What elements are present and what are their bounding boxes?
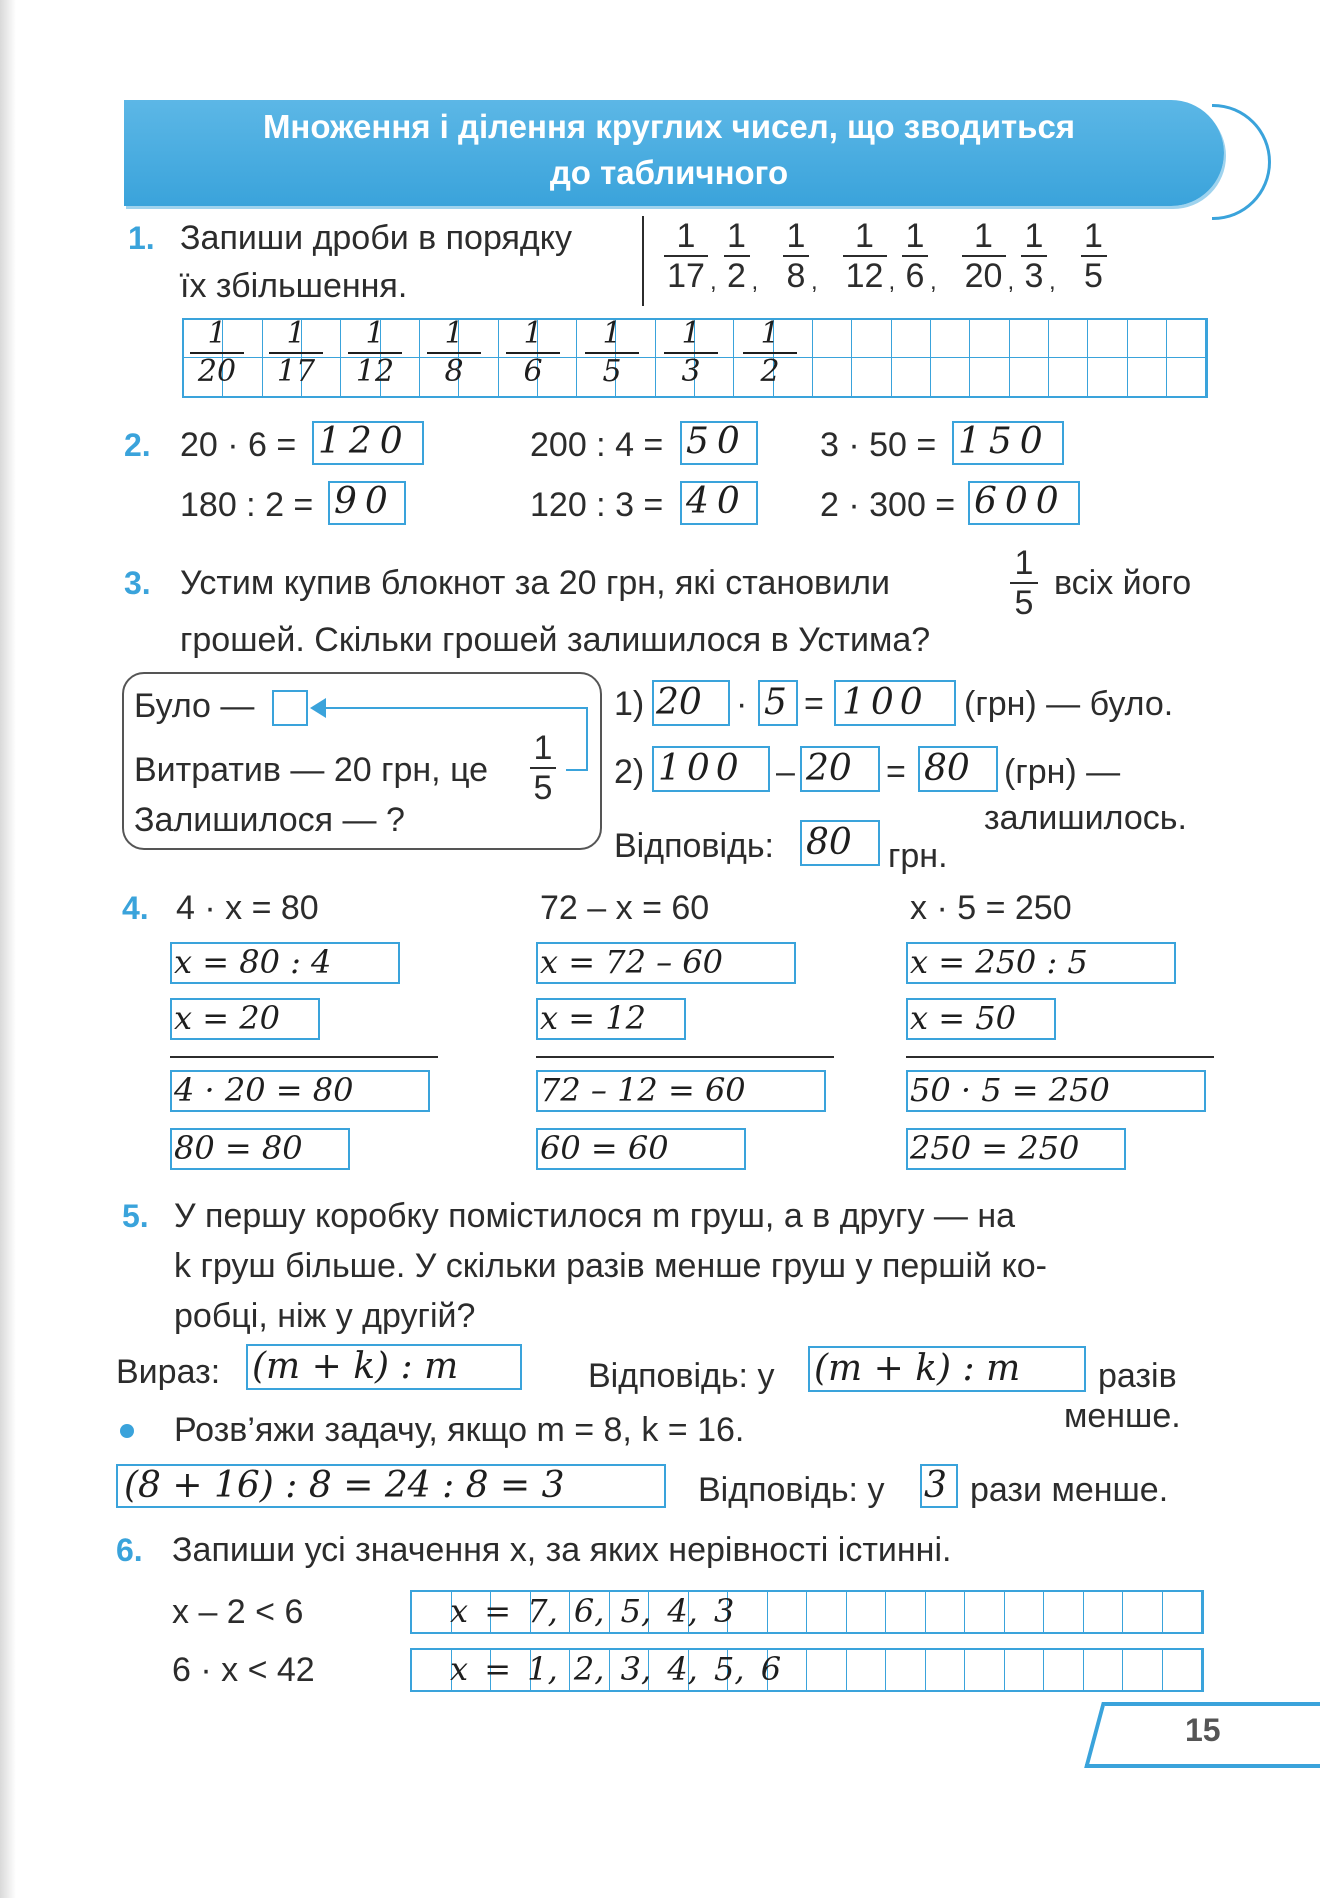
task3-step2-op: – bbox=[776, 753, 795, 791]
task3-step1-tail: (грн) — було. bbox=[964, 685, 1174, 723]
task1-text-line1: Запиши дроби в порядку bbox=[180, 219, 572, 257]
task2-answer-0-0: 120 bbox=[318, 421, 411, 462]
task4-step2-2: x = 50 bbox=[910, 999, 1016, 1037]
task1-comma: , bbox=[751, 268, 759, 295]
task3-scheme-line1: Було — bbox=[134, 687, 255, 725]
task5-number: 5. bbox=[122, 1198, 149, 1234]
grid-cell[interactable] bbox=[926, 1650, 966, 1690]
grid-cell[interactable] bbox=[1044, 1592, 1084, 1632]
task1-fraction-5-denominator: 20 bbox=[964, 257, 1003, 295]
task3-text-line1-end: всіх його bbox=[1054, 564, 1192, 602]
grid-cell[interactable] bbox=[926, 1592, 966, 1632]
task1-text-line2: їх збільшення. bbox=[180, 267, 408, 305]
task3-step1-eq: = bbox=[804, 685, 824, 723]
task6-answer-1: x = 1, 2, 3, 4, 5, 6 bbox=[450, 1650, 782, 1688]
task3-fraction-denominator: 5 bbox=[1014, 584, 1034, 622]
task1-comma: , bbox=[1049, 268, 1056, 295]
task1-fraction-3-numerator: 1 bbox=[855, 217, 874, 255]
task1-answer-fraction-6 bbox=[664, 318, 718, 388]
task2-answer-1-0: 90 bbox=[334, 481, 396, 522]
task3-scheme-box[interactable] bbox=[272, 690, 308, 726]
task3-answer-label: Відповідь: bbox=[614, 827, 775, 865]
task4-check1-1: 72 – 12 = 60 bbox=[540, 1071, 746, 1109]
task1-divider bbox=[642, 216, 644, 306]
task3-answer-unit: грн. bbox=[888, 837, 948, 875]
task5-text-line3: робці, ніж у другій? bbox=[174, 1297, 476, 1335]
task1-comma: , bbox=[1007, 268, 1015, 295]
task3-fraction-numerator: 1 bbox=[1014, 544, 1034, 582]
task4-check1-2: 50 · 5 = 250 bbox=[910, 1071, 1110, 1109]
task2-expr-1-2: 2 · 300 = bbox=[820, 486, 956, 524]
task1-answer-fraction-4-denominator: 6 bbox=[523, 354, 543, 389]
task3-step2-eq: = bbox=[886, 753, 906, 791]
task1-answer-fraction-7-numerator: 1 bbox=[760, 316, 780, 351]
task5-sub-solution: (8 + 16) : 8 = 24 : 8 = 3 bbox=[124, 1465, 565, 1506]
task4-equation-0: 4 · x = 80 bbox=[176, 889, 319, 927]
task4-step1-1: x = 72 – 60 bbox=[540, 943, 723, 981]
task5-sub-answer-value: 3 bbox=[924, 1465, 947, 1506]
task3-scheme-arrow-foot bbox=[566, 769, 588, 771]
task1-fraction-2-numerator: 1 bbox=[786, 217, 806, 255]
grid-cell[interactable] bbox=[886, 1650, 926, 1690]
task3-step2-tail2: залишилось. bbox=[984, 799, 1187, 837]
task3-step2-a: 100 bbox=[658, 748, 745, 789]
task1-fraction-3 bbox=[843, 218, 887, 294]
task3-step2-b: 20 bbox=[806, 748, 852, 789]
task1-answer-fraction-2-denominator: 12 bbox=[355, 354, 395, 389]
task1-answer-fraction-2 bbox=[348, 318, 402, 388]
grid-cell[interactable] bbox=[1163, 1592, 1203, 1632]
grid-cell[interactable] bbox=[886, 1592, 926, 1632]
grid-cell[interactable] bbox=[970, 320, 1009, 396]
task3-answer-value: 80 bbox=[806, 822, 852, 863]
task1-answer-fraction-6-denominator: 3 bbox=[681, 354, 701, 389]
task3-text-line2: грошей. Скільки грошей залишилося в Устима? bbox=[180, 621, 931, 659]
task4-separator-1 bbox=[536, 1056, 834, 1058]
task3-step1-b: 5 bbox=[764, 682, 787, 723]
task1-comma: , bbox=[811, 268, 818, 295]
task1-answer-fraction-1-numerator: 1 bbox=[286, 316, 306, 351]
task3-step1-op: · bbox=[736, 685, 748, 723]
grid-cell[interactable] bbox=[1084, 1650, 1124, 1690]
task4-step1-0: x = 80 : 4 bbox=[174, 943, 332, 981]
grid-cell[interactable] bbox=[1123, 1650, 1163, 1690]
task5-sub-answer-tail: рази менше. bbox=[970, 1471, 1169, 1509]
task3-step1-label: 1) bbox=[614, 685, 645, 723]
task3-scheme-fraction bbox=[530, 730, 556, 806]
task6-answer-0: x = 7, 6, 5, 4, 3 bbox=[450, 1592, 735, 1630]
grid-cell[interactable] bbox=[412, 1650, 452, 1690]
grid-cell[interactable] bbox=[1005, 1650, 1045, 1690]
task4-step2-1: x = 12 bbox=[540, 999, 646, 1037]
page-title-line2: до табличного bbox=[549, 154, 789, 191]
task1-answer-fraction-0-denominator: 20 bbox=[197, 354, 237, 389]
task4-number: 4. bbox=[122, 890, 149, 926]
task6-text: Запиши усі значення x, за яких нерівності істинні. bbox=[172, 1531, 952, 1569]
task5-answer-tail1: разів bbox=[1098, 1357, 1177, 1395]
grid-cell[interactable] bbox=[965, 1592, 1005, 1632]
title-banner-curve bbox=[1212, 104, 1271, 220]
task4-check2-0: 80 = 80 bbox=[174, 1129, 303, 1167]
grid-cell[interactable] bbox=[847, 1592, 887, 1632]
task1-fraction-4 bbox=[902, 218, 928, 294]
task1-answer-fraction-1-denominator: 17 bbox=[276, 354, 316, 389]
task1-fraction-7 bbox=[1081, 218, 1107, 294]
grid-cell[interactable] bbox=[965, 1650, 1005, 1690]
task1-answer-fraction-3-denominator: 8 bbox=[444, 354, 464, 389]
task4-separator-2 bbox=[906, 1056, 1214, 1058]
task3-scheme-line2: Витратив — 20 грн, це bbox=[134, 751, 489, 789]
grid-cell[interactable] bbox=[1163, 1650, 1203, 1690]
task3-step2-tail: (грн) — bbox=[1004, 753, 1121, 791]
task5-text-line1: У першу коробку помістилося m груш, а в другу — на bbox=[174, 1197, 1016, 1235]
task1-answer-fraction-5-denominator: 5 bbox=[602, 354, 622, 389]
page-edge-shadow bbox=[0, 0, 16, 1898]
task1-fraction-5 bbox=[962, 218, 1006, 294]
task6-inequality-0: x – 2 < 6 bbox=[172, 1593, 304, 1631]
task3-text-line1: Устим купив блокнот за 20 грн, які становили bbox=[180, 564, 890, 602]
task1-fraction-1-denominator: 2 bbox=[727, 257, 746, 295]
task5-answer-label: Відповідь: у bbox=[588, 1357, 775, 1395]
task4-equation-2: x · 5 = 250 bbox=[910, 889, 1072, 927]
task1-comma: , bbox=[710, 268, 717, 295]
page-number-block bbox=[1085, 1700, 1320, 1774]
grid-cell[interactable] bbox=[1044, 1650, 1084, 1690]
task1-fraction-1-numerator: 1 bbox=[727, 217, 746, 255]
task3-scheme-arrow-vertical bbox=[586, 707, 588, 769]
task1-fraction-6-denominator: 3 bbox=[1024, 257, 1044, 295]
task2-answer-0-1: 50 bbox=[686, 421, 748, 462]
grid-cell[interactable] bbox=[1049, 320, 1088, 396]
arrow-left-icon bbox=[310, 698, 326, 718]
grid-cell[interactable] bbox=[1084, 1592, 1124, 1632]
task5-answer-value: (m + k) : m bbox=[814, 1348, 1021, 1389]
task5-text-line2: k груш більше. У скільки разів менше груш у першій ко- bbox=[174, 1247, 1047, 1285]
task5-sub-text: Розв’яжи задачу, якщо m = 8, k = 16. bbox=[174, 1411, 745, 1449]
task2-expr-0-2: 3 · 50 = bbox=[820, 426, 937, 464]
grid-cell[interactable] bbox=[412, 1592, 452, 1632]
task4-step2-0: x = 20 bbox=[174, 999, 280, 1037]
task1-number: 1. bbox=[128, 220, 155, 256]
task3-step2-result: 80 bbox=[924, 748, 970, 789]
task1-fraction-3-denominator: 12 bbox=[845, 257, 884, 295]
task3-step1-a: 20 bbox=[656, 682, 702, 723]
grid-cell[interactable] bbox=[1123, 1592, 1163, 1632]
task5-sub-answer-label: Відповідь: у bbox=[698, 1471, 885, 1509]
bullet-dot-icon bbox=[120, 1424, 134, 1438]
task1-answer-fraction-0-numerator: 1 bbox=[207, 316, 227, 351]
task1-fraction-5-numerator: 1 bbox=[974, 217, 993, 255]
task2-answer-0-2: 150 bbox=[958, 421, 1051, 462]
task1-fraction-4-numerator: 1 bbox=[905, 217, 925, 255]
task1-fraction-4-denominator: 6 bbox=[905, 257, 925, 295]
task2-expr-1-0: 180 : 2 = bbox=[180, 486, 314, 524]
task2-answer-1-2: 600 bbox=[974, 481, 1067, 522]
task2-answer-1-1: 40 bbox=[686, 481, 748, 522]
task4-check1-0: 4 · 20 = 80 bbox=[174, 1071, 354, 1109]
grid-cell[interactable] bbox=[807, 1592, 847, 1632]
task3-scheme-arrow-line bbox=[320, 707, 588, 709]
task4-separator-0 bbox=[170, 1056, 438, 1058]
task4-equation-1: 72 – x = 60 bbox=[540, 889, 710, 927]
grid-cell[interactable] bbox=[1128, 320, 1167, 396]
task1-answer-fraction-5-numerator: 1 bbox=[602, 316, 622, 351]
task4-step1-2: x = 250 : 5 bbox=[910, 943, 1088, 981]
task1-answer-fraction-2-numerator: 1 bbox=[365, 316, 385, 351]
task3-step2-label: 2) bbox=[614, 753, 645, 791]
grid-cell[interactable] bbox=[813, 320, 852, 396]
task1-fraction-7-numerator: 1 bbox=[1084, 217, 1103, 255]
task1-answer-fraction-4-numerator: 1 bbox=[523, 316, 543, 351]
task3-scheme-fraction-den: 5 bbox=[533, 769, 553, 807]
task4-check2-1: 60 = 60 bbox=[540, 1129, 669, 1167]
task1-answer-fraction-3 bbox=[427, 318, 481, 388]
task2-number: 2. bbox=[124, 427, 151, 463]
task1-fraction-7-denominator: 5 bbox=[1084, 257, 1103, 295]
grid-cell[interactable] bbox=[892, 320, 931, 396]
grid-cell[interactable] bbox=[852, 320, 891, 396]
grid-cell[interactable] bbox=[1010, 320, 1049, 396]
grid-cell[interactable] bbox=[1005, 1592, 1045, 1632]
page-title-line1: Множення і ділення круглих чисел, що зводиться bbox=[262, 108, 1076, 145]
task1-fraction-0 bbox=[664, 218, 708, 294]
task1-fraction-6 bbox=[1021, 218, 1047, 294]
grid-cell[interactable] bbox=[807, 1650, 847, 1690]
task6-inequality-1: 6 · x < 42 bbox=[172, 1651, 315, 1689]
task5-answer-tail2: менше. bbox=[1064, 1397, 1181, 1435]
task3-scheme-fraction-num: 1 bbox=[533, 729, 553, 767]
task4-check2-2: 250 = 250 bbox=[910, 1129, 1080, 1167]
task1-answer-fraction-5 bbox=[585, 318, 639, 388]
task1-fraction-0-numerator: 1 bbox=[676, 217, 696, 255]
task2-expr-0-1: 200 : 4 = bbox=[530, 426, 664, 464]
task1-fraction-2-denominator: 8 bbox=[786, 257, 806, 295]
grid-cell[interactable] bbox=[931, 320, 970, 396]
task6-number: 6. bbox=[116, 1532, 143, 1568]
task1-comma: , bbox=[888, 268, 896, 295]
task3-scheme-line3: Залишилося — ? bbox=[134, 801, 405, 839]
task1-answer-fraction-6-numerator: 1 bbox=[681, 316, 701, 351]
task1-answer-fraction-4 bbox=[506, 318, 560, 388]
grid-cell[interactable] bbox=[1167, 320, 1206, 396]
grid-cell[interactable] bbox=[847, 1650, 887, 1690]
task3-step1-result: 100 bbox=[842, 682, 929, 723]
task1-fraction-6-numerator: 1 bbox=[1024, 217, 1044, 255]
task1-answer-fraction-7 bbox=[743, 318, 797, 388]
task1-fraction-2 bbox=[783, 218, 809, 294]
page-title bbox=[124, 104, 1214, 196]
task3-fraction bbox=[1010, 545, 1038, 621]
task1-answer-fraction-3-numerator: 1 bbox=[444, 316, 464, 351]
task1-fraction-1 bbox=[724, 218, 750, 294]
task2-expr-0-0: 20 · 6 = bbox=[180, 426, 297, 464]
task1-comma: , bbox=[930, 268, 937, 295]
task2-expr-1-1: 120 : 3 = bbox=[530, 486, 664, 524]
task1-fraction-0-denominator: 17 bbox=[667, 257, 705, 295]
grid-cell[interactable] bbox=[1088, 320, 1127, 396]
task3-number: 3. bbox=[124, 565, 151, 601]
grid-cell[interactable] bbox=[768, 1592, 808, 1632]
page-number: 15 bbox=[1185, 1712, 1221, 1748]
task1-answer-fraction-1 bbox=[269, 318, 323, 388]
task1-answer-fraction-7-denominator: 2 bbox=[760, 354, 780, 389]
task5-expression-label: Вираз: bbox=[116, 1353, 221, 1391]
task5-expression-value: (m + k) : m bbox=[252, 1346, 459, 1387]
task1-answer-fraction-0 bbox=[190, 318, 244, 388]
